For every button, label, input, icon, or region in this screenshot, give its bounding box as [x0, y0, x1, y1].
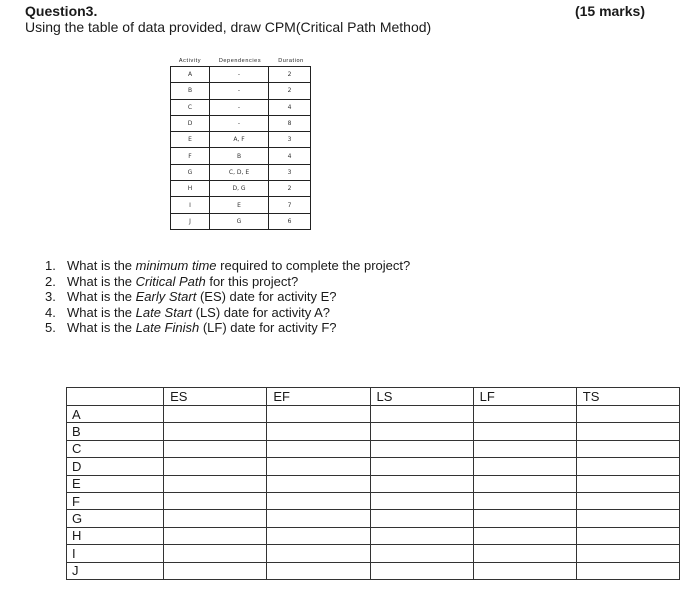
question-item [45, 258, 410, 274]
question-emphasis: Critical Path [135, 273, 206, 289]
answer-row-label: J [67, 562, 164, 579]
activity-data-table [170, 66, 311, 230]
answer-cell[interactable] [576, 510, 679, 527]
data-table-row [171, 213, 311, 229]
dependencies-cell: D, G [210, 181, 269, 197]
answer-row-label: A [67, 406, 164, 423]
activity-cell: H [171, 181, 210, 197]
answer-row [67, 545, 680, 562]
answer-cell[interactable] [267, 492, 370, 509]
answer-row-label: D [67, 458, 164, 475]
dependencies-cell: - [210, 67, 269, 83]
data-table-header-duration: Duration [278, 58, 304, 64]
dependencies-cell: - [210, 83, 269, 99]
answer-cell[interactable] [370, 510, 473, 527]
answer-table [66, 387, 680, 580]
answer-row [67, 562, 680, 579]
answer-row [67, 423, 680, 440]
question-text: (LS) date for activity A? [192, 304, 331, 320]
question-title: Question3. [25, 3, 98, 19]
answer-cell[interactable] [576, 406, 679, 423]
data-table-row [171, 67, 311, 83]
answer-row-label: I [67, 545, 164, 562]
duration-cell: 4 [269, 99, 311, 115]
answer-cell[interactable] [370, 423, 473, 440]
answer-cell[interactable] [164, 440, 267, 457]
answer-row [67, 510, 680, 527]
answer-cell[interactable] [576, 492, 679, 509]
data-table-row [171, 99, 311, 115]
activity-cell: D [171, 115, 210, 131]
dependencies-cell: E [210, 197, 269, 213]
answer-column-header: LS [370, 388, 473, 406]
answer-cell[interactable] [267, 510, 370, 527]
answer-cell[interactable] [267, 545, 370, 562]
answer-cell[interactable] [576, 440, 679, 457]
question-text: What is the [67, 258, 136, 273]
data-table-row [171, 197, 311, 213]
answer-corner-cell [67, 388, 164, 406]
question-number: 4. [45, 304, 56, 320]
question-text: What is the [67, 273, 136, 289]
answer-cell[interactable] [164, 406, 267, 423]
question-text: What is the [67, 304, 136, 320]
answer-cell[interactable] [164, 510, 267, 527]
answer-cell[interactable] [164, 527, 267, 544]
answer-cell[interactable] [370, 440, 473, 457]
data-table-row [171, 132, 311, 148]
answer-cell[interactable] [164, 458, 267, 475]
answer-cell[interactable] [473, 492, 576, 509]
answer-cell[interactable] [576, 545, 679, 562]
duration-cell: 4 [269, 148, 311, 164]
question-emphasis: minimum time [135, 258, 217, 273]
duration-cell: 3 [269, 132, 311, 148]
answer-row-label: F [67, 492, 164, 509]
answer-cell[interactable] [576, 458, 679, 475]
answer-cell[interactable] [267, 527, 370, 544]
answer-cell[interactable] [267, 458, 370, 475]
answer-cell[interactable] [576, 423, 679, 440]
answer-cell[interactable] [370, 545, 473, 562]
answer-cell[interactable] [267, 475, 370, 492]
answer-cell[interactable] [164, 545, 267, 562]
answer-cell[interactable] [370, 475, 473, 492]
dependencies-cell: A, F [210, 132, 269, 148]
question-emphasis: Late Start [135, 304, 193, 320]
question-number: 3. [45, 289, 56, 305]
answer-cell[interactable] [473, 545, 576, 562]
dependencies-cell: - [210, 115, 269, 131]
answer-column-header: EF [267, 388, 370, 406]
question-emphasis: Late Finish [135, 320, 200, 336]
answer-cell[interactable] [370, 406, 473, 423]
answer-cell[interactable] [164, 492, 267, 509]
answer-column-header: LF [473, 388, 576, 406]
answer-cell[interactable] [473, 510, 576, 527]
answer-row [67, 440, 680, 457]
data-table-header-dependencies: Dependencies [218, 58, 262, 64]
answer-row-label: E [67, 475, 164, 492]
activity-cell: I [171, 197, 210, 213]
answer-cell[interactable] [267, 562, 370, 579]
answer-cell[interactable] [164, 562, 267, 579]
answer-row-label: C [67, 440, 164, 457]
answer-cell[interactable] [267, 440, 370, 457]
activity-cell: C [171, 99, 210, 115]
answer-cell[interactable] [473, 475, 576, 492]
answer-cell[interactable] [370, 492, 473, 509]
answer-cell[interactable] [370, 562, 473, 579]
answer-cell[interactable] [267, 423, 370, 440]
answer-cell[interactable] [473, 440, 576, 457]
activity-cell: E [171, 132, 210, 148]
answer-cell[interactable] [473, 423, 576, 440]
duration-cell: 2 [269, 181, 311, 197]
duration-cell: 6 [269, 213, 311, 229]
activity-cell: F [171, 148, 210, 164]
answer-row [67, 527, 680, 544]
answer-row [67, 475, 680, 492]
answer-row-label: H [67, 527, 164, 544]
answer-cell[interactable] [164, 475, 267, 492]
data-table-row [171, 83, 311, 99]
duration-cell: 3 [269, 164, 311, 180]
dependencies-cell: C, D, E [210, 164, 269, 180]
question-text: (ES) date for activity E? [196, 289, 337, 305]
data-table-row [171, 148, 311, 164]
answer-cell[interactable] [576, 475, 679, 492]
question-item [45, 274, 410, 290]
dependencies-cell: G [210, 213, 269, 229]
answer-row-label: B [67, 423, 164, 440]
question-text: What is the [67, 320, 136, 336]
question-item [45, 320, 410, 336]
data-table-row [171, 164, 311, 180]
answer-cell[interactable] [473, 527, 576, 544]
duration-cell: 8 [269, 115, 311, 131]
question-marks: (15 marks) [574, 3, 645, 19]
dependencies-cell: - [210, 99, 269, 115]
question-number: 1. [45, 258, 56, 273]
activity-cell: A [171, 67, 210, 83]
activity-cell: G [171, 164, 210, 180]
duration-cell: 2 [269, 83, 311, 99]
answer-row [67, 458, 680, 475]
question-text: What is the [67, 289, 136, 305]
question-item [45, 289, 410, 305]
question-number: 5. [45, 320, 56, 336]
answer-row-label: G [67, 510, 164, 527]
answer-cell[interactable] [576, 527, 679, 544]
answer-column-header: ES [164, 388, 267, 406]
activity-cell: B [171, 83, 210, 99]
data-table-header-activity: Activity [178, 58, 202, 64]
duration-cell: 7 [269, 197, 311, 213]
dependencies-cell: B [210, 148, 269, 164]
activity-cell: J [171, 213, 210, 229]
answer-cell[interactable] [164, 423, 267, 440]
answer-column-header: TS [576, 388, 679, 406]
answer-cell[interactable] [370, 458, 473, 475]
question-text: required to complete the project? [216, 258, 411, 273]
answer-cell[interactable] [473, 406, 576, 423]
question-text: (LF) date for activity F? [199, 320, 337, 336]
answer-cell[interactable] [370, 527, 473, 544]
question-item [45, 305, 410, 321]
question-list [45, 258, 410, 336]
question-text: for this project? [205, 273, 299, 289]
question-instruction: Using the table of data provided, draw CPM(Critical Path Method) [25, 19, 432, 35]
question-emphasis: Early Start [135, 289, 197, 305]
answer-row [67, 406, 680, 423]
answer-row [67, 492, 680, 509]
duration-cell: 2 [269, 67, 311, 83]
answer-cell[interactable] [473, 458, 576, 475]
answer-cell[interactable] [473, 562, 576, 579]
question-number: 2. [45, 273, 56, 289]
answer-cell[interactable] [576, 562, 679, 579]
data-table-row [171, 181, 311, 197]
data-table-row [171, 115, 311, 131]
answer-cell[interactable] [267, 406, 370, 423]
